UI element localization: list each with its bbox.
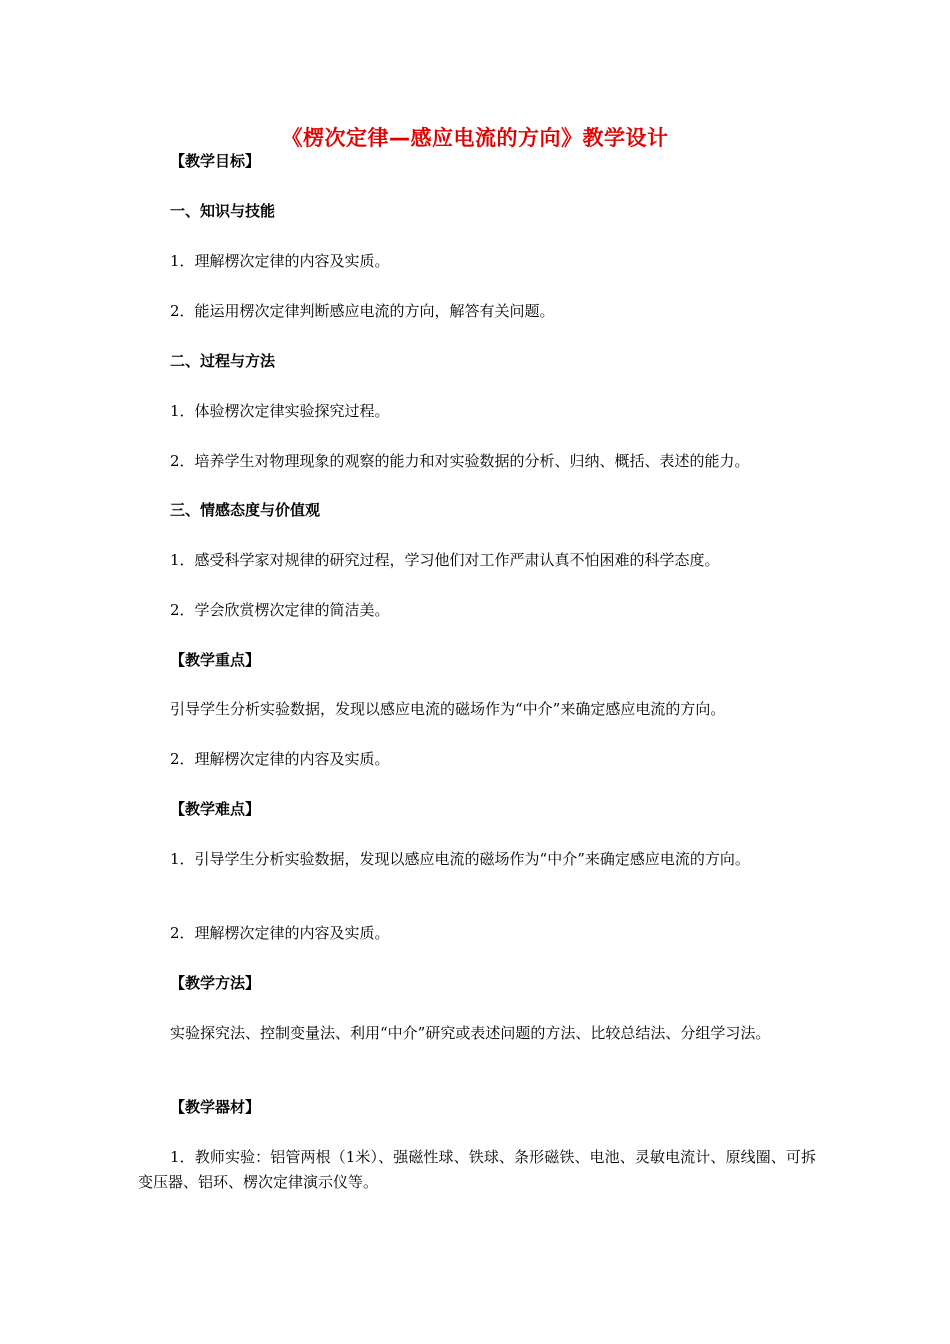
- key-point-item-1: 引导学生分析实验数据，发现以感应电流的磁场作为“中介”来确定感应电流的方向。: [170, 700, 726, 718]
- key-points-heading: 【教学重点】: [170, 651, 261, 669]
- process-item-1: 1．体验楞次定律实验探究过程。: [170, 402, 390, 420]
- methods-text: 实验探究法、控制变量法、利用“中介”研究或表述问题的方法、比较总结法、分组学习法。: [170, 1024, 771, 1042]
- knowledge-skills-heading: 一、知识与技能: [170, 202, 276, 220]
- difficulty-item-2: 2．理解楞次定律的内容及实质。: [170, 924, 390, 942]
- difficulty-item-1: 1．引导学生分析实验数据，发现以感应电流的磁场作为“中介”来确定感应电流的方向。: [170, 850, 750, 868]
- difficulties-heading: 【教学难点】: [170, 800, 261, 818]
- methods-heading: 【教学方法】: [170, 974, 261, 992]
- teaching-goals-heading: 【教学目标】: [170, 152, 261, 170]
- emotion-item-2: 2．学会欣赏楞次定律的简洁美。: [170, 601, 390, 619]
- document-title: 《楞次定律—感应电流的方向》教学设计: [281, 126, 669, 150]
- equipment-heading: 【教学器材】: [170, 1098, 261, 1116]
- knowledge-item-1: 1．理解楞次定律的内容及实质。: [170, 252, 390, 270]
- knowledge-item-2: 2．能运用楞次定律判断感应电流的方向，解答有关问题。: [170, 302, 555, 320]
- equipment-item-1: 1．教师实验：铝管两根（1米）、强磁性球、铁球、条形磁铁、电池、灵敏电流计、原线圈、可拆变压器、铝环、楞次定律演示仪等。: [138, 1148, 816, 1191]
- emotion-item-1: 1．感受科学家对规律的研究过程，学习他们对工作严肃认真不怕困难的科学态度。: [170, 551, 720, 569]
- key-point-item-2: 2．理解楞次定律的内容及实质。: [170, 750, 390, 768]
- process-methods-heading: 二、过程与方法: [170, 352, 276, 370]
- process-item-2: 2．培养学生对物理现象的观察的能力和对实验数据的分析、归纳、概括、表述的能力。: [170, 452, 750, 470]
- emotion-values-heading: 三、情感态度与价值观: [170, 501, 321, 519]
